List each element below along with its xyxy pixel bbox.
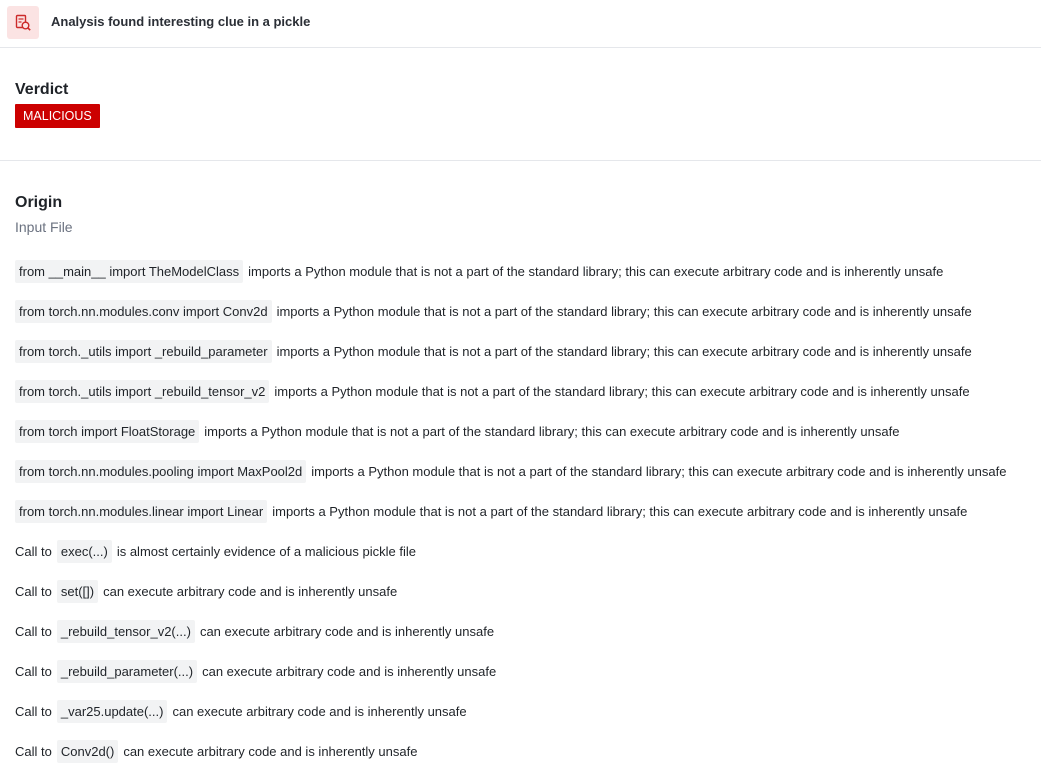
finding-code: _rebuild_tensor_v2(...) (57, 620, 195, 643)
finding-message: imports a Python module that is not a part of the standard library; this can execute arbitrary code and is inherently unsafe (248, 263, 944, 279)
finding-code: Conv2d() (57, 740, 118, 763)
finding-item (15, 491, 1035, 531)
finding-item (15, 651, 1035, 691)
origin-title: Origin (15, 194, 63, 211)
finding-message: can execute arbitrary code and is inherently unsafe (123, 743, 418, 759)
finding-item (15, 611, 1035, 651)
finding-message: can execute arbitrary code and is inherently unsafe (199, 623, 495, 639)
finding-prefix: Call to (15, 663, 52, 679)
finding-code: exec(...) (57, 540, 112, 563)
finding-message: is almost certainly evidence of a malicious pickle file (116, 543, 416, 559)
finding-prefix: Call to (15, 623, 52, 639)
finding-code: from __main__ import TheModelClass (15, 260, 243, 283)
finding-prefix: Call to (15, 743, 52, 759)
finding-message: can execute arbitrary code and is inherently unsafe (172, 703, 467, 719)
origin-subtitle: Input File (15, 219, 73, 235)
finding-item (15, 371, 1035, 411)
finding-code: from torch.nn.modules.linear import Linear (15, 500, 267, 523)
finding-message: imports a Python module that is not a part of the standard library; this can execute arbitrary code and is inherently unsafe (276, 303, 972, 319)
finding-message: imports a Python module that is not a part of the standard library; this can execute arbitrary code and is inherently unsafe (274, 383, 970, 399)
verdict-badge: MALICIOUS (15, 104, 100, 128)
findings-list (15, 251, 1035, 771)
finding-item (15, 691, 1035, 731)
finding-code: _var25.update(...) (57, 700, 168, 723)
finding-item (15, 331, 1035, 371)
finding-item (15, 291, 1035, 331)
finding-code: from torch import FloatStorage (15, 420, 199, 443)
finding-item (15, 731, 1035, 771)
finding-code: from torch._utils import _rebuild_tensor_v2 (15, 380, 269, 403)
finding-message: imports a Python module that is not a part of the standard library; this can execute arbitrary code and is inherently unsafe (272, 503, 968, 519)
finding-item (15, 251, 1035, 291)
finding-prefix: Call to (15, 703, 52, 719)
finding-item (15, 571, 1035, 611)
finding-prefix: Call to (15, 583, 52, 599)
finding-message: can execute arbitrary code and is inherently unsafe (103, 583, 398, 599)
finding-code: set([]) (57, 580, 98, 603)
page-title: Analysis found interesting clue in a pickle (51, 14, 311, 29)
finding-item (15, 411, 1035, 451)
verdict-title: Verdict (15, 81, 69, 98)
finding-item (15, 451, 1035, 491)
finding-code: _rebuild_parameter(...) (57, 660, 197, 683)
header (0, 0, 1041, 48)
finding-message: can execute arbitrary code and is inherently unsafe (202, 663, 497, 679)
pickle-alert-icon (7, 6, 39, 39)
finding-message: imports a Python module that is not a part of the standard library; this can execute arbitrary code and is inherently unsafe (276, 343, 972, 359)
finding-item (15, 531, 1035, 571)
finding-code: from torch.nn.modules.pooling import MaxPool2d (15, 460, 306, 483)
finding-code: from torch._utils import _rebuild_parameter (15, 340, 272, 363)
finding-message: imports a Python module that is not a part of the standard library; this can execute arbitrary code and is inherently unsafe (204, 423, 900, 439)
finding-message: imports a Python module that is not a part of the standard library; this can execute arbitrary code and is inherently unsafe (311, 463, 1007, 479)
verdict-section (0, 48, 1041, 161)
finding-prefix: Call to (15, 543, 52, 559)
finding-code: from torch.nn.modules.conv import Conv2d (15, 300, 272, 323)
